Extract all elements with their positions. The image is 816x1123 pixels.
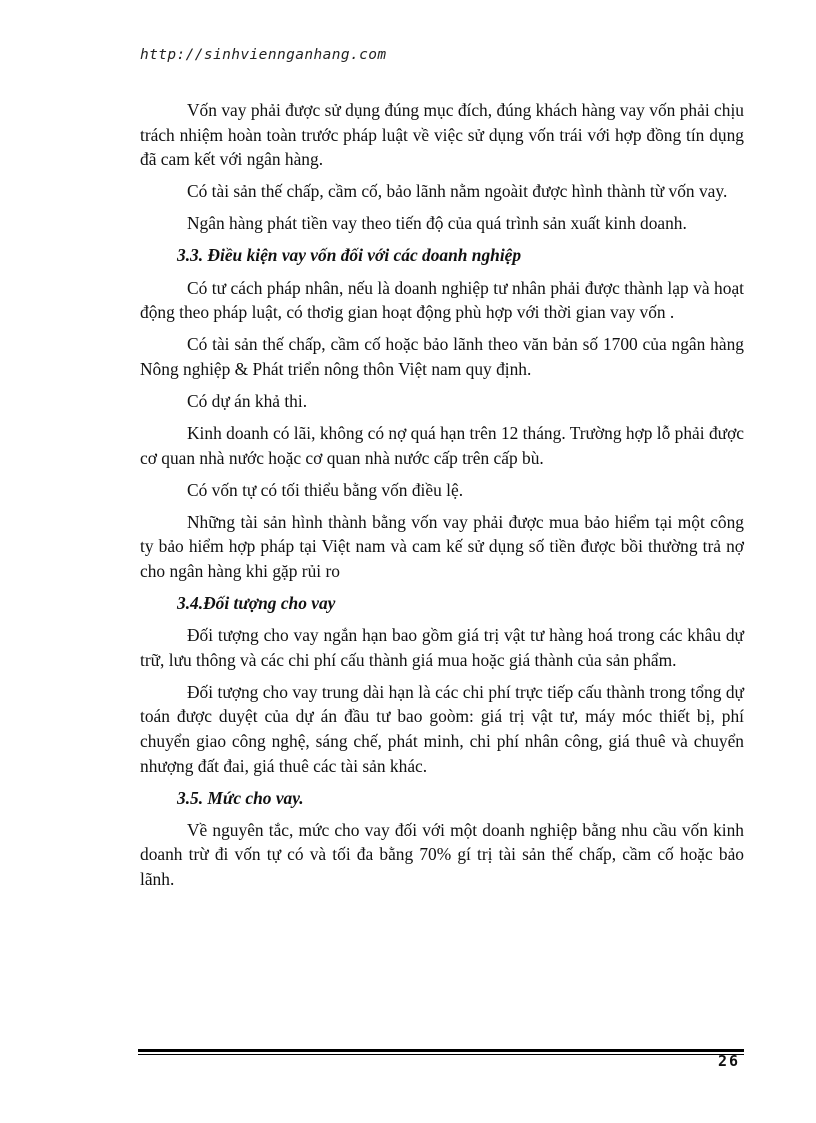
section-heading-3-3: 3.3. Điều kiện vay vốn đối với các doanh nghiệp xyxy=(177,245,522,266)
page-number: 26 xyxy=(717,1052,740,1070)
document-body xyxy=(140,98,744,899)
paragraph: Có vốn tự có tối thiểu bằng vốn điều lệ. xyxy=(187,479,464,500)
header-url: http://sinhviennganhang.com xyxy=(140,47,387,63)
section-heading-3-4: 3.4.Đối tượng cho vay xyxy=(177,593,336,614)
paragraph: Về nguyên tắc, mức cho vay đối với một doanh nghiệp bằng nhu cầu vốn kinh doanh trừ đi vốn tự có và tối đa bằng 70% gí trị tài sản thế chấp, cầm cố hoặc bảo lãnh. xyxy=(140,819,744,890)
paragraph: Có tài sản thế chấp, cầm cố hoặc bảo lãnh theo văn bản số 1700 của ngân hàng Nông nghiệp & Phát triển nông thôn Việt nam quy định. xyxy=(140,334,744,379)
section-heading-3-5: 3.5. Mức cho vay. xyxy=(177,787,304,808)
paragraph: Đối tượng cho vay ngắn hạn bao gồm giá trị vật tư hàng hoá trong các khâu dự trữ, lưu thông và các chi phí cấu thành giá mua hoặc giá thành của sản phẩm. xyxy=(140,625,744,670)
paragraph: Có tư cách pháp nhân, nếu là doanh nghiệp tư nhân phải được thành lạp và hoạt động theo pháp luật, có thơig gian hoạt động phù hợp với thời gian vay vốn . xyxy=(140,277,744,323)
footer-rule-thin xyxy=(138,1054,744,1055)
paragraph: Vốn vay phải được sử dụng đúng mục đích, đúng khách hàng vay vốn phải chịu trách nhiệm hoàn toàn trước pháp luật về việc sử dụng vốn trái với hợp đồng tín dụng đã cam kết với ngân hàng. xyxy=(140,100,744,170)
paragraph: Có tài sản thế chấp, cầm cố, bảo lãnh nằm ngoàit được hình thành từ vốn vay. xyxy=(187,181,728,202)
paragraph: Đối tượng cho vay trung dài hạn là các chi phí trực tiếp cấu thành trong tổng dự toán được duyệt của dự án đầu tư bao goòm: giá trị vật tư, máy móc thiết bị, phí chuyển giao công nghệ, sáng chế, phát minh, chi phí nhân công, giá thuê và chuyển nhượng đất đai, giá thuê các tài sản khác. xyxy=(140,681,744,776)
paragraph: Có dự án khả thi. xyxy=(187,390,308,411)
paragraph: Kinh doanh có lãi, không có nợ quá hạn trên 12 tháng. Trường hợp lỗ phải được cơ quan nhà nước hoặc cơ quan nhà nước cấp trên cấp bù. xyxy=(140,423,744,468)
footer-rule xyxy=(138,1049,744,1052)
paragraph: Ngân hàng phát tiền vay theo tiến độ của quá trình sản xuất kinh doanh. xyxy=(187,213,687,234)
paragraph: Những tài sản hình thành bằng vốn vay phải được mua bảo hiểm tại một công ty bảo hiểm hợp pháp tại Việt nam và cam kế sử dụng số tiền được bồi thường trả nợ cho ngân hàng khi gặp rủi ro xyxy=(140,511,744,581)
